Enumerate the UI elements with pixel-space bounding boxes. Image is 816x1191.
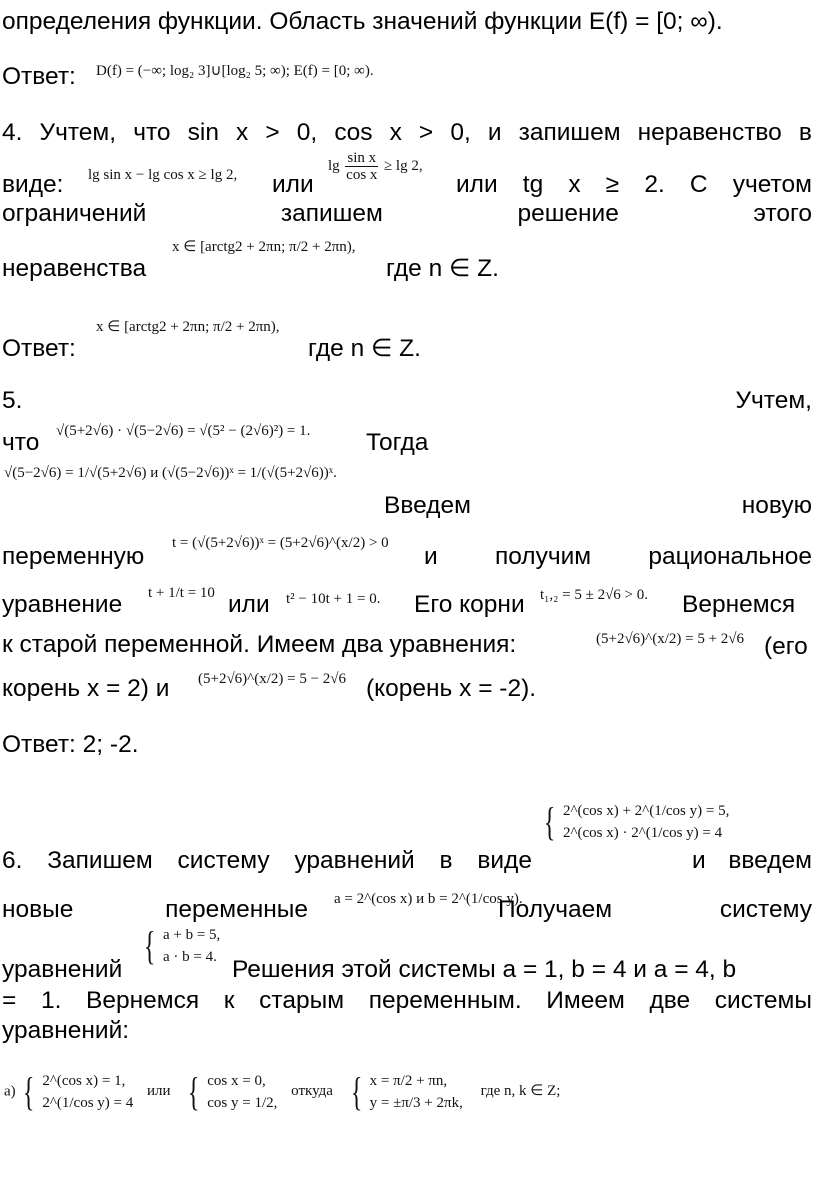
word: Получаем xyxy=(498,896,613,923)
justified-line xyxy=(456,170,812,200)
text-fragment: переменную xyxy=(2,543,145,570)
word: tg xyxy=(522,171,544,198)
text-fragment: виде: xyxy=(2,171,64,198)
formula-root-product: √(5+2√6) · √(5−2√6) = √(5² − (2√6)²) = 1. xyxy=(56,423,311,439)
word: cos xyxy=(334,119,373,146)
justified-line xyxy=(2,895,308,925)
answer-label: Ответ: xyxy=(2,63,76,90)
word: систему xyxy=(719,896,812,923)
justified-line xyxy=(2,118,812,148)
word: уравнений xyxy=(294,847,415,874)
formula-quadratic: t² − 10t + 1 = 0. xyxy=(286,591,381,607)
word: неравенство xyxy=(637,119,782,146)
text-fragment: к старой переменной. Имеем два уравнения: xyxy=(2,631,517,658)
formula-root-reciprocal: √(5−2√6) = 1/√(5+2√6) и (√(5−2√6))ˣ = 1/(√(5+2√6))ˣ. xyxy=(4,465,337,481)
formula-answer-interval: x ∈ [arctg2 + 2πn; π/2 + 2πn), xyxy=(96,319,280,335)
text-fragment: что xyxy=(2,429,40,456)
formula-rational-eq: t + 1/t = 10 xyxy=(148,585,215,601)
word: Учтем, xyxy=(735,387,812,414)
word: Введем xyxy=(384,492,471,519)
word: две xyxy=(649,987,691,1014)
word: этого xyxy=(753,200,812,227)
word: рациональное xyxy=(648,543,812,570)
word: в xyxy=(798,119,812,146)
word: Запишем xyxy=(47,847,153,874)
formula-final-systems: а) { 2^(cos x) = 1, 2^(1/cos y) = 4 или { cos x = 0, cos y = 1/2, откуда { x = π/2 + πn, y = ±π/3 + 2πk, где n, k ∈ Z; xyxy=(4,1069,561,1114)
word: 4. xyxy=(2,119,23,146)
answer-line: Ответ: 2; -2. xyxy=(2,731,139,758)
word: переменным. xyxy=(368,987,522,1014)
text-fragment: корень x = 2) и xyxy=(2,675,170,702)
text-fragment: уравнений xyxy=(2,956,123,983)
word: 5. xyxy=(2,387,23,414)
formula-roots: t₁,₂ = 5 ± 2√6 > 0. xyxy=(540,587,649,603)
text-fragment: Его корни xyxy=(414,591,525,618)
word: 0, xyxy=(296,119,318,146)
justified-line xyxy=(2,386,812,416)
word: получим xyxy=(494,543,592,570)
text-fragment: Решения этой системы a = 1, b = 4 и a = 4, b xyxy=(232,956,737,983)
word: систему xyxy=(177,847,270,874)
formula-log-inequality: lg sin x − lg cos x ≥ lg 2, xyxy=(88,167,238,183)
word: переменные xyxy=(165,896,308,923)
answer-label: Ответ: xyxy=(2,335,76,362)
word: к xyxy=(223,987,235,1014)
word: 6. xyxy=(2,847,23,874)
word: С xyxy=(689,171,708,198)
word: x xyxy=(568,171,581,198)
word: что xyxy=(133,119,171,146)
word: или xyxy=(456,171,498,198)
formula-solution-interval: x ∈ [arctg2 + 2πn; π/2 + 2πn), xyxy=(172,239,356,255)
word: Учтем, xyxy=(39,119,117,146)
word: 0, xyxy=(450,119,471,146)
justified-line xyxy=(2,846,532,876)
text-fragment: Тогда xyxy=(366,429,429,456)
text-fragment: или xyxy=(228,591,270,618)
word: и xyxy=(424,543,438,570)
text-line: определения функции. Область значений функции E(f) = [0; ∞). xyxy=(2,8,723,35)
word: виде xyxy=(477,847,532,874)
text-fragment: где n ∈ Z. xyxy=(308,335,421,362)
formula-domain-range: D(f) = (−∞; log₂ 3]∪[log₂ 5; ∞); E(f) = [0; ∞). xyxy=(96,63,374,79)
word: новую xyxy=(741,492,812,519)
word: запишем xyxy=(518,119,621,146)
text-fragment: или xyxy=(272,171,314,198)
text-fragment: (корень x = -2). xyxy=(366,675,537,702)
word: Имеем xyxy=(546,987,625,1014)
word: > xyxy=(265,119,280,146)
word: Вернемся xyxy=(86,987,200,1014)
word: 2. xyxy=(644,171,665,198)
word: = xyxy=(2,987,17,1014)
text-fragment: Вернемся xyxy=(682,591,796,618)
formula-ab-system: { a + b = 5, a · b = 4. xyxy=(143,923,221,968)
formula-log-fraction: lg $\frac{\text{sin x}}{\text{cos x}}$ ≥ lg 2, xyxy=(328,150,423,183)
word: и xyxy=(692,847,706,874)
word: ограничений xyxy=(2,200,147,227)
formula-substitution: t = (√(5+2√6))ˣ = (5+2√6)^(x/2) > 0 xyxy=(172,535,389,551)
formula-eq-2: (5+2√6)^(x/2) = 5 − 2√6 xyxy=(198,671,347,687)
justified-line xyxy=(2,199,812,229)
word: > xyxy=(418,119,434,146)
word: новые xyxy=(2,896,74,923)
text-fragment: уравнение xyxy=(2,591,123,618)
word: и xyxy=(487,119,502,146)
word: учетом xyxy=(732,171,812,198)
justified-line xyxy=(2,986,812,1016)
justified-line xyxy=(692,846,812,876)
word: решение xyxy=(517,200,619,227)
text-fragment: (его xyxy=(764,633,808,660)
justified-line xyxy=(384,491,812,521)
word: старым xyxy=(259,987,345,1014)
word: в xyxy=(439,847,453,874)
justified-line xyxy=(424,542,812,572)
word: 1. xyxy=(40,987,62,1014)
formula-new-vars: a = 2^(cos x) и b = 2^(1/cos y). xyxy=(334,891,523,907)
text-fragment: неравенства xyxy=(2,255,147,282)
justified-line xyxy=(498,895,812,925)
word: ≥ xyxy=(605,171,620,198)
word: запишем xyxy=(280,200,383,227)
word: x xyxy=(236,119,249,146)
word: введем xyxy=(728,847,812,874)
formula-exp-system: { 2^(cos x) + 2^(1/cos y) = 5, 2^(cos x) · 2^(1/cos y) = 4 xyxy=(543,799,730,844)
word: x xyxy=(389,119,402,146)
formula-eq-1: (5+2√6)^(x/2) = 5 + 2√6 xyxy=(596,631,745,647)
word: системы xyxy=(714,987,812,1014)
text-fragment: где n ∈ Z. xyxy=(386,255,499,282)
word: sin xyxy=(187,119,219,146)
text-fragment: уравнений: xyxy=(2,1017,130,1044)
